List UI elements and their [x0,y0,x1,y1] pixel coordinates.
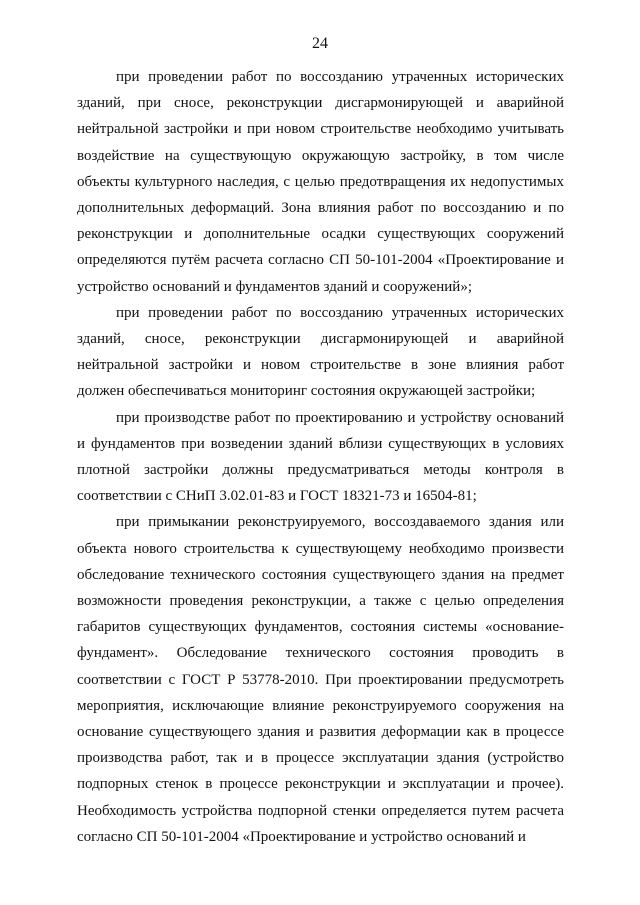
paragraph-4: при примыкании реконструируемого, воссоздаваемого здания или объекта нового строительства к существующему необходимо произвести обследование технического состояния существующего здания на предмет возможности проведения реконструкции, а также с целью определения габаритов существующих фундаментов, состояния системы «основание-фундамент». Обследование технического состояния проводить в соответствии с ГОСТ Р 53778-2010. При проектировании предусмотреть мероприятия, исключающие влияние реконструируемого сооружения на основание существующего здания и развития деформации как в процессе производства работ, так и в процессе эксплуатации здания (устройство подпорных стенок в процессе реконструкции и эксплуатации и прочее). Необходимость устройства подпорной стенки определяется путем расчета согласно СП 50-101-2004 «Проектирование и устройство оснований и [77,514,564,845]
page-number: 24 [312,35,328,52]
paragraph-3: при производстве работ по проектированию и устройству оснований и фундаментов при возведении зданий вблизи существующих в условиях плотной застройки должны предусматриваться методы контроля в соответствии с СНиП 3.02.01-83 и ГОСТ 18321-73 и 16504-81; [77,409,564,505]
paragraph-2: при проведении работ по воссозданию утраченных исторических зданий, сносе, реконструкции дисгармонирующей и аварийной нейтральной застройки и новом строительстве в зоне влияния работ должен обеспечиваться мониторинг состояния окружающей застройки; [77,304,564,400]
document-body [77,64,564,850]
paragraph-1: при проведении работ по воссозданию утраченных исторических зданий, при сносе, реконструкции дисгармонирующей и аварийной нейтральной застройки и при новом строительстве необходимо учитывать воздействие на существующую окружающую застройку, в том числе объекты культурного наследия, с целью предотвращения их недопустимых дополнительных деформаций. Зона влияния работ по воссозданию и по реконструкции и дополнительные осадки существующих сооружений определяются путём расчета согласно СП 50-101-2004 «Проектирование и устройство оснований и фундаментов зданий и сооружений»; [77,69,564,295]
